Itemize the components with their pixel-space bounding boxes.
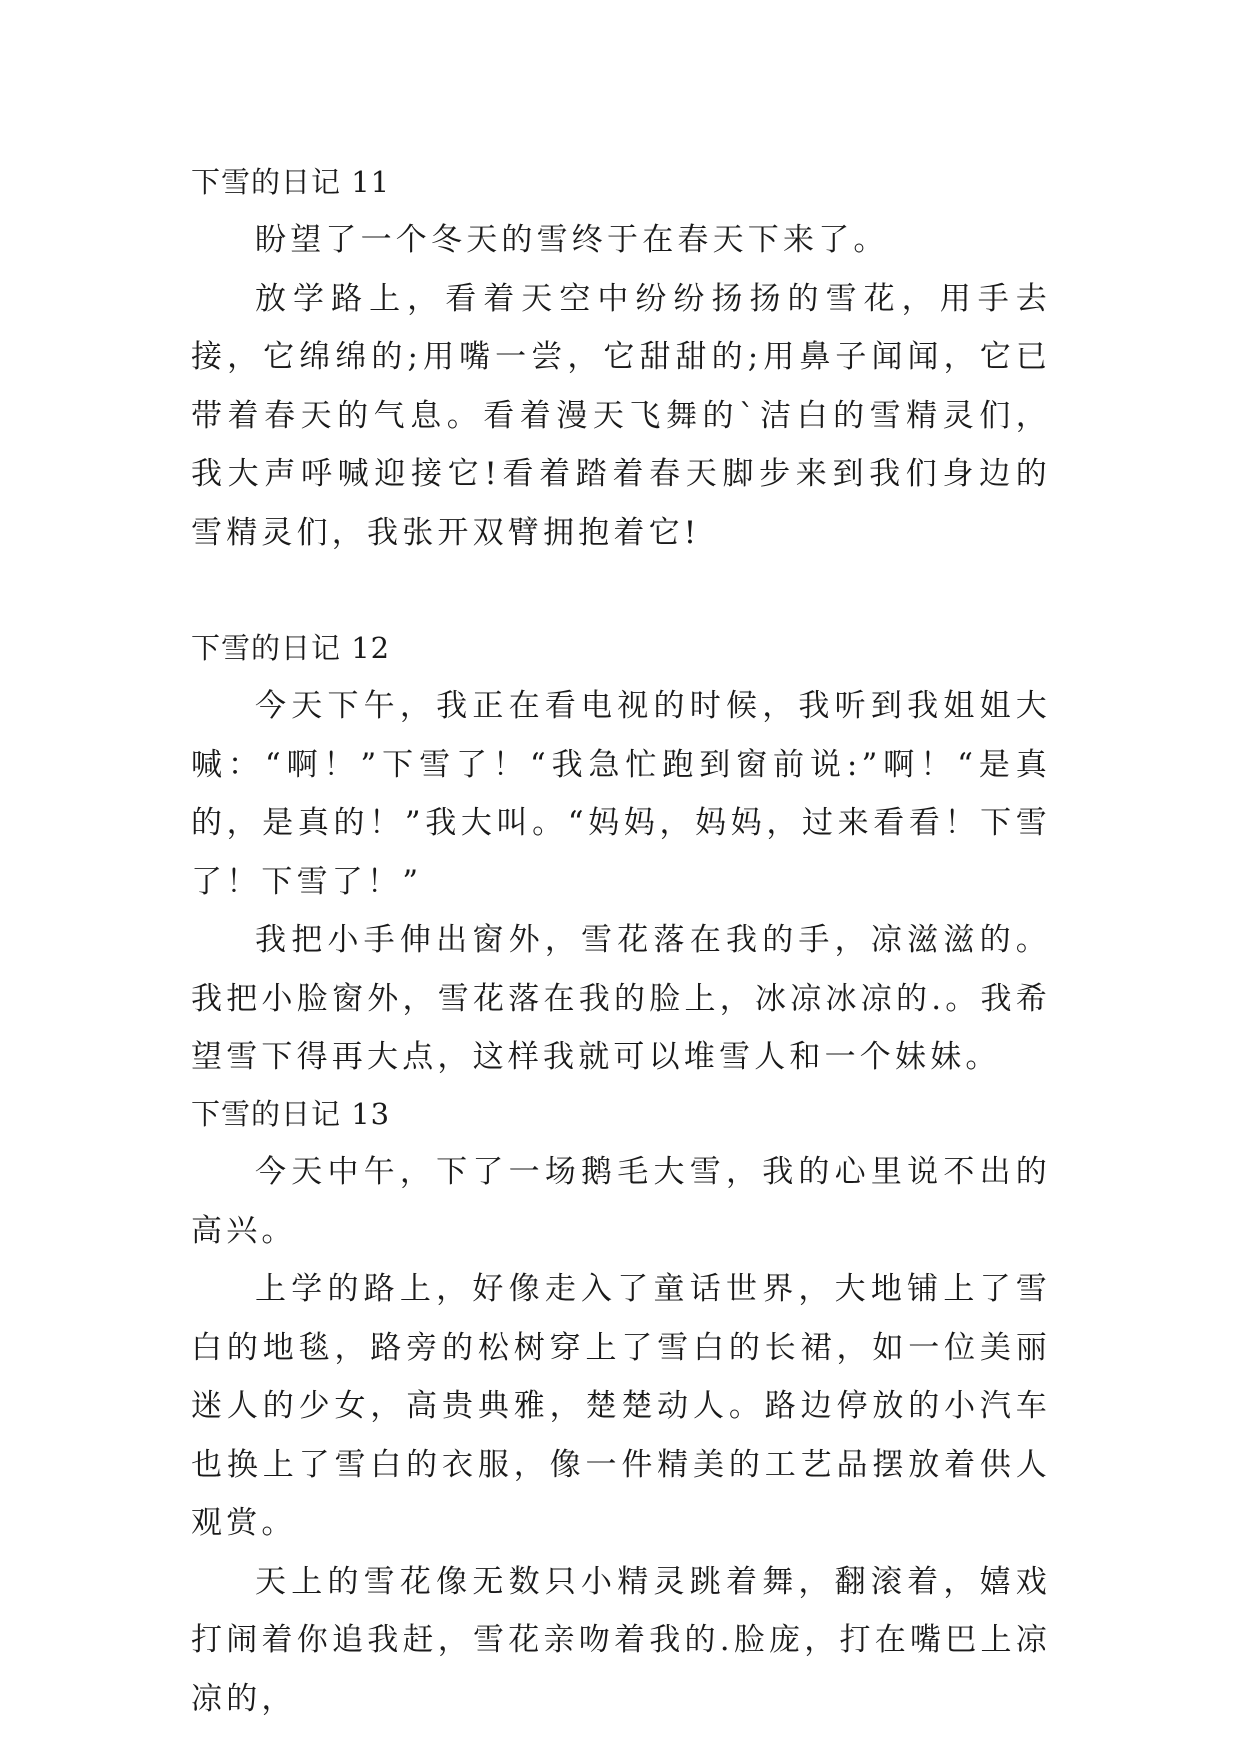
paragraph: 放学路上，看着天空中纷纷扬扬的雪花，用手去接，它绵绵的;用嘴一尝，它甜甜的;用鼻子闻闻，它已带着春天的气息。看着漫天飞舞的`洁白的雪精灵们，我大声呼喊迎接它!看着踏着春天脚步来到我们身边的雪精灵们，我张开双臂拥抱着它!: [191, 280, 1051, 551]
paragraph: 盼望了一个冬天的雪终于在春天下来了。: [255, 222, 889, 258]
paragraph: 上学的路上，好像走入了童话世界，大地铺上了雪白的地毯，路旁的松树穿上了雪白的长裙，如一位美丽迷人的少女，高贵典雅，楚楚动人。路边停放的小汽车也换上了雪白的衣服，像一件精美的工艺品摆放着供人观赏。: [191, 1271, 1051, 1541]
diary-entry-12: [191, 619, 1051, 1087]
diary-entry-11: [191, 153, 1051, 562]
paragraph: 天上的雪花像无数只小精灵跳着舞，翻滚着，嬉戏打闹着你追我赶，雪花亲吻着我的.脸庞，打在嘴巴上凉凉的，: [191, 1563, 1051, 1717]
entry-title: 下雪的日记 13: [191, 1097, 391, 1131]
paragraph: 今天中午，下了一场鹅毛大雪，我的心里说不出的高兴。: [191, 1154, 1051, 1249]
diary-entry-13: [191, 1085, 1051, 1728]
entry-title: 下雪的日记 12: [191, 631, 391, 665]
entry-title: 下雪的日记 11: [191, 165, 391, 199]
paragraph: 我把小手伸出窗外，雪花落在我的手，凉滋滋的。我把小脸窗外，雪花落在我的脸上，冰凉冰凉的.。我希望雪下得再大点，这样我就可以堆雪人和一个妹妹。: [191, 922, 1051, 1075]
paragraph: 今天下午，我正在看电视的时候，我听到我姐姐大喊：“啊！”下雪了！“我急忙跑到窗前说:”啊！“是真的，是真的！”我大叫。“妈妈，妈妈，过来看看！下雪了！下雪了！”: [191, 688, 1051, 900]
